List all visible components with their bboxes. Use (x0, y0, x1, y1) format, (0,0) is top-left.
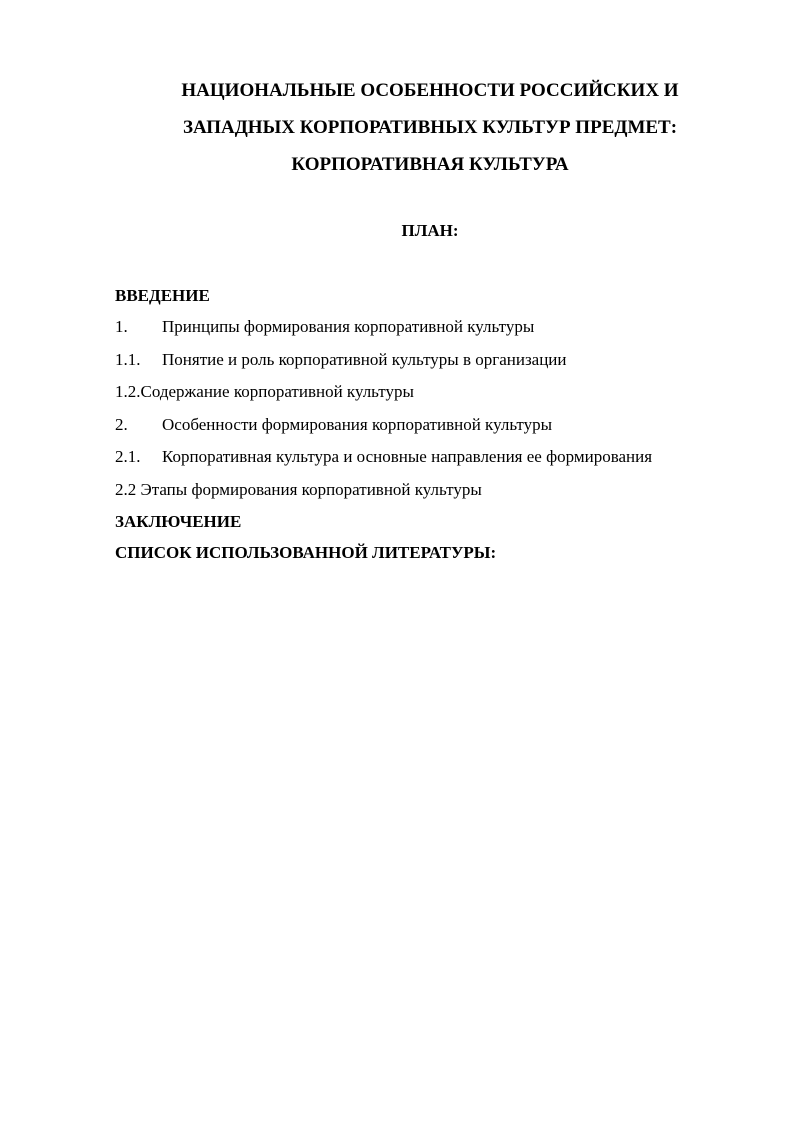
toc-item (115, 446, 735, 479)
toc-item-text: Этапы формирования корпоративной культуры (140, 479, 482, 499)
toc-item-number: 1.1. (115, 349, 141, 369)
toc-item-number: 2. (115, 414, 128, 434)
toc-item (115, 316, 735, 349)
toc-item (115, 381, 735, 414)
toc-item-number: 1. (115, 317, 128, 336)
toc-references: СПИСОК ИСПОЛЬЗОВАННОЙ ЛИТЕРАТУРЫ: (115, 543, 497, 562)
toc-item-text: Особенности формирования корпоративной культуры (162, 414, 553, 434)
toc-item-text: Понятие и роль корпоративной культуры в организации (162, 349, 567, 369)
title-line: ЗАПАДНЫХ КОРПОРАТИВНЫХ КУЛЬТУР ПРЕДМЕТ: (182, 117, 678, 138)
toc-item-number: 1.2. (115, 382, 141, 401)
plan-heading: ПЛАН: (401, 221, 459, 240)
document-title (110, 72, 750, 183)
table-of-contents (115, 285, 735, 573)
toc-item (115, 414, 735, 447)
toc-item-number: 2.2 (115, 479, 137, 499)
toc-item-text: Содержание корпоративной культуры (140, 382, 414, 401)
toc-item-text: Корпоративная культура и основные направления ее формирования (162, 447, 653, 466)
title-line: НАЦИОНАЛЬНЫЕ ОСОБЕННОСТИ РОССИЙСКИХ И (181, 80, 679, 101)
toc-item-number: 2.1. (115, 447, 141, 466)
toc-introduction: ВВЕДЕНИЕ (115, 286, 210, 305)
toc-conclusion: ЗАКЛЮЧЕНИЕ (115, 512, 242, 531)
title-line: КОРПОРАТИВНАЯ КУЛЬТУРА (291, 154, 569, 175)
toc-item (115, 479, 735, 512)
toc-item-text: Принципы формирования корпоративной культуры (162, 317, 535, 336)
toc-item (115, 349, 735, 382)
